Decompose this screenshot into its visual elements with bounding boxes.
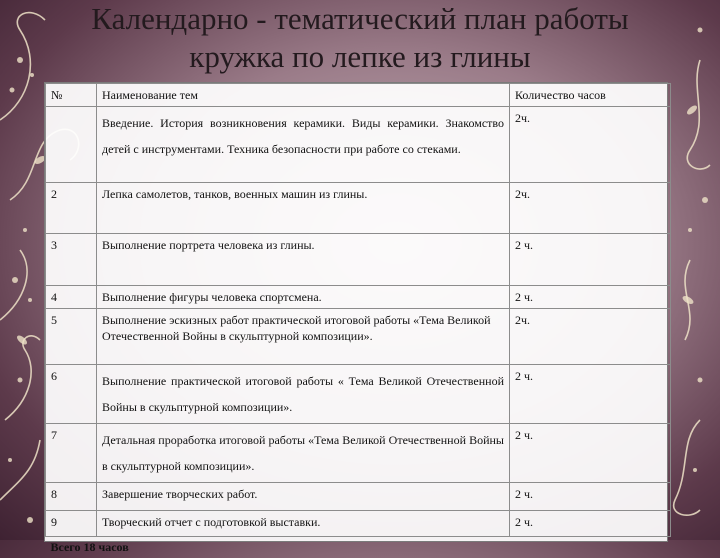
row-hours: 2 ч.	[510, 483, 671, 511]
table-header-row	[46, 84, 671, 107]
row-num: 6	[46, 365, 97, 424]
row-name: Выполнение фигуры человека спортсмена.	[97, 286, 510, 309]
row-num	[46, 107, 97, 183]
row-hours: 2 ч.	[510, 424, 671, 483]
page-title	[40, 0, 680, 80]
table-row	[46, 309, 671, 365]
row-name: Выполнение эскизных работ практической итоговой работы «Тема Великой Отечественной Войны в скульптурной композиции».	[97, 309, 510, 365]
row-num: 3	[46, 234, 97, 286]
row-num: 4	[46, 286, 97, 309]
row-hours: 2 ч.	[510, 365, 671, 424]
row-name: Выполнение практической итоговой работы « Тема Великой Отечественной Войны в скульптурной композиции».	[97, 365, 510, 424]
row-hours: 2 ч.	[510, 286, 671, 309]
header-name: Наименование тем	[97, 84, 510, 107]
row-name: Детальная проработка итоговой работы «Тема Великой Отечественной Войны в скульптурной композиции».	[97, 424, 510, 483]
table-row	[46, 286, 671, 309]
table-row	[46, 234, 671, 286]
row-hours: 2ч.	[510, 107, 671, 183]
total-hours: Всего 18 часов	[46, 537, 671, 558]
row-name: Лепка самолетов, танков, военных машин из глины.	[97, 183, 510, 234]
row-hours: 2 ч.	[510, 234, 671, 286]
table-row	[46, 511, 671, 537]
row-name: Творческий отчет с подготовкой выставки.	[97, 511, 510, 537]
plan-table	[45, 83, 671, 558]
header-hours: Количество часов	[510, 84, 671, 107]
title-line-1: Календарно - тематический план работы	[40, 0, 680, 38]
row-num: 2	[46, 183, 97, 234]
row-hours: 2ч.	[510, 309, 671, 365]
title-line-2: кружка по лепке из глины	[40, 38, 680, 76]
row-num: 7	[46, 424, 97, 483]
table-row	[46, 107, 671, 183]
table-row	[46, 424, 671, 483]
table-row	[46, 365, 671, 424]
row-name: Завершение творческих работ.	[97, 483, 510, 511]
table-row	[46, 483, 671, 511]
plan-table-container	[44, 82, 668, 542]
table-row	[46, 183, 671, 234]
row-num: 9	[46, 511, 97, 537]
row-hours: 2 ч.	[510, 511, 671, 537]
header-num: №	[46, 84, 97, 107]
row-name: Выполнение портрета человека из глины.	[97, 234, 510, 286]
row-num: 5	[46, 309, 97, 365]
row-hours: 2ч.	[510, 183, 671, 234]
row-num: 8	[46, 483, 97, 511]
row-name: Введение. История возникновения керамики. Виды керамики. Знакомство детей с инструментами. Техника безопасности при работе со стеками.	[97, 107, 510, 183]
